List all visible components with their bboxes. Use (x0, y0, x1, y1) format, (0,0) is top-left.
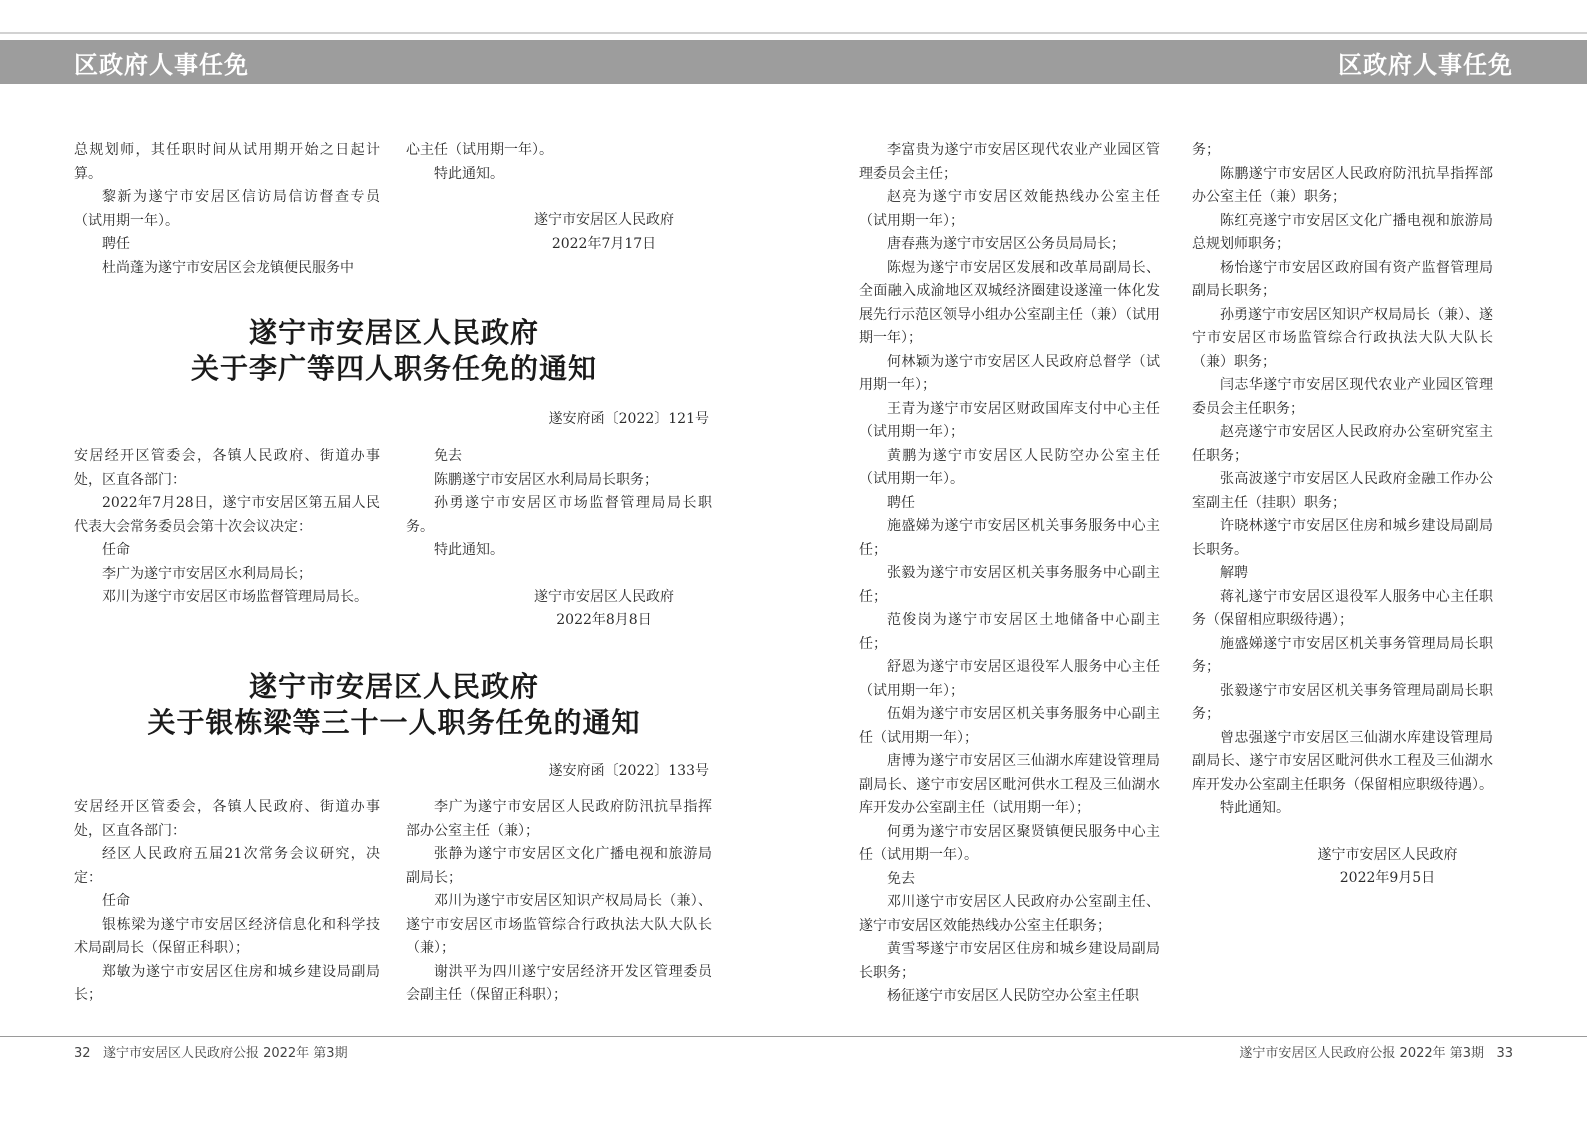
paragraph: 陈煜为遂宁市安居区发展和改革局副局长、全面融入成渝地区双城经济圈建设遂潼一体化发展先行示范区领导小组办公室副主任（兼）（试用期一年）； (859, 259, 1160, 346)
paragraph: 何勇为遂宁市安居区聚贤镇便民服务中心主任（试用期一年）。 (859, 823, 1160, 863)
notice2-col1 (74, 796, 380, 1008)
paragraph: 施盛娣为遂宁市安居区机关事务服务中心主任； (859, 518, 1160, 558)
paragraph: 邓川为遂宁市安居区市场监督管理局局长。 (102, 589, 368, 605)
paragraph: 黄雪琴遂宁市安居区住房和城乡建设局副局长职务； (859, 941, 1160, 981)
notice1-title-line1: 遂宁市安居区人民政府 (248, 316, 539, 349)
header-title-right: 区政府人事任免 (1338, 51, 1513, 79)
paragraph: 唐博为遂宁市安居区三仙湖水库建设管理局副局长、遂宁市安居区毗河供水工程及三仙湖水库开发办公室副主任（试用期一年）； (859, 753, 1160, 816)
paragraph: 施盛娣遂宁市安居区机关事务管理局局长职务； (1192, 635, 1493, 675)
paragraph: 黎新为遂宁市安居区信访局信访督查专员（试用期一年）。 (74, 189, 380, 229)
page-number-left: 32 (74, 1046, 91, 1061)
paragraph: 谢洪平为四川遂宁安居经济开发区管理委员会副主任（保留正科职）； (406, 963, 712, 1003)
paragraph: 李广为遂宁市安居区人民政府防汛抗旱指挥部办公室主任（兼）； (406, 799, 712, 839)
paragraph: 李富贵为遂宁市安居区现代农业产业园区管理委员会主任； (859, 142, 1160, 182)
paragraph: 郑敏为遂宁市安居区住房和城乡建设局副局长； (74, 963, 380, 1003)
paragraph: 杜尚蓬为遂宁市安居区会龙镇便民服务中 (102, 259, 354, 276)
paragraph: 邓川遂宁市安居区人民政府办公室副主任、遂宁市安居区效能热线办公室主任职务； (859, 894, 1160, 934)
paragraph: 心主任（试用期一年）。 (406, 142, 553, 158)
header-title-left: 区政府人事任免 (74, 51, 249, 79)
paragraph: 张高波遂宁市安居区人民政府金融工作办公室副主任（挂职）职务； (1192, 471, 1493, 511)
signature-date: 2022年7月17日 (551, 235, 657, 252)
notice2-title-line1: 遂宁市安居区人民政府 (248, 670, 539, 703)
paragraph: 经区人民政府五届21次常务会议研究，决定： (74, 846, 380, 886)
footer-left (74, 1042, 348, 1061)
signature-org: 遂宁市安居区人民政府 (534, 588, 674, 605)
page-number-right: 33 (1496, 1046, 1513, 1061)
publication-name-right: 遂宁市安居区人民政府公报 2022年 第3期 (1239, 1046, 1485, 1061)
notice2-col4 (1192, 139, 1493, 891)
notice2-title (74, 669, 714, 741)
signature-org: 遂宁市安居区人民政府 (534, 212, 674, 228)
signature-org: 遂宁市安居区人民政府 (1317, 846, 1458, 863)
notice2-doc-number: 遂安府函〔2022〕133号 (548, 763, 709, 779)
notice1-title (74, 315, 714, 387)
paragraph: 陈鹏遂宁市安居区人民政府防汛抗旱指挥部办公室主任（兼）职务； (1192, 165, 1493, 205)
paragraph: 任命 (102, 542, 130, 558)
paragraph: 张毅为遂宁市安居区机关事务服务中心副主任； (859, 565, 1160, 605)
paragraph: 何林颖为遂宁市安居区人民政府总督学（试用期一年）； (859, 353, 1160, 393)
col1-top (74, 139, 380, 280)
paragraph: 李广为遂宁市安居区水利局局长； (102, 565, 312, 582)
paragraph: 2022年7月28日，遂宁市安居区第五届人民代表大会常务委员会第十次会议决定： (74, 495, 380, 535)
notice2-col3 (859, 139, 1160, 1009)
footer-right (1239, 1042, 1513, 1061)
notice1-col1 (74, 445, 380, 610)
paragraph: 孙勇遂宁市安居区市场监督管理局局长职务。 (406, 495, 712, 535)
notice1-title-line2: 关于李广等四人职务任免的通知 (190, 352, 597, 385)
paragraph: 许晓林遂宁市安居区住房和城乡建设局副局长职务。 (1192, 518, 1493, 558)
paragraph: 舒恩为遂宁市安居区退役军人服务中心主任（试用期一年）； (859, 659, 1160, 699)
paragraph: 免去 (434, 448, 462, 464)
signature-date: 2022年9月5日 (1339, 870, 1436, 886)
paragraph: 特此通知。 (434, 542, 504, 558)
paragraph: 黄鹏为遂宁市安居区人民防空办公室主任（试用期一年）。 (859, 447, 1160, 487)
paragraph: 赵亮遂宁市安居区人民政府办公室研究室主任职务； (1192, 424, 1493, 464)
paragraph: 杨征遂宁市安居区人民防空办公室主任职 (887, 988, 1139, 1004)
paragraph: 邓川为遂宁市安居区知识产权局局长（兼）、遂宁市安居区市场监管综合行政执法大队大队长（兼）； (406, 893, 712, 956)
paragraph: 银栋梁为遂宁市安居区经济信息化和科学技术局副局长（保留正科职）； (74, 916, 380, 956)
paragraph: 特此通知。 (1220, 800, 1290, 816)
notice2-col2 (406, 796, 712, 1008)
paragraph: 免去 (887, 870, 915, 887)
paragraph: 特此通知。 (434, 165, 504, 182)
paragraph: 唐春燕为遂宁市安居区公务员局局长； (887, 236, 1125, 252)
paragraph: 聘任 (887, 494, 915, 511)
col2-top (406, 139, 712, 256)
footer-rule (0, 1036, 1587, 1037)
paragraph: 蒋礼遂宁市安居区退役军人服务中心主任职务（保留相应职级待遇）； (1192, 588, 1493, 628)
paragraph: 安居经开区管委会，各镇人民政府、街道办事处，区直各部门： (74, 448, 380, 488)
paragraph: 张毅遂宁市安居区机关事务管理局副局长职务； (1192, 682, 1493, 722)
notice1-col2 (406, 445, 712, 633)
paragraph: 伍娟为遂宁市安居区机关事务服务中心副主任（试用期一年）； (859, 706, 1160, 746)
paragraph: 杨怡遂宁市安居区政府国有资产监督管理局副局长职务； (1192, 259, 1493, 299)
paragraph: 孙勇遂宁市安居区知识产权局局长（兼）、遂宁市安居区市场监管综合行政执法大队大队长（兼）职务； (1192, 306, 1493, 370)
notice2-title-line2: 关于银栋梁等三十一人职务任免的通知 (147, 706, 641, 739)
paragraph: 曾忠强遂宁市安居区三仙湖水库建设管理局副局长、遂宁市安居区毗河供水工程及三仙湖水库开发办公室副主任职务（保留相应职级待遇）。 (1192, 729, 1493, 793)
publication-name-left: 遂宁市安居区人民政府公报 2022年 第3期 (102, 1046, 348, 1061)
paragraph: 任命 (102, 893, 130, 909)
top-rule (0, 32, 1587, 34)
paragraph: 聘任 (102, 236, 130, 252)
paragraph: 安居经开区管委会，各镇人民政府、街道办事处，区直各部门： (74, 799, 380, 839)
paragraph: 解聘 (1220, 565, 1248, 581)
paragraph: 闫志华遂宁市安居区现代农业产业园区管理委员会主任职务； (1192, 377, 1493, 417)
notice1-doc-number: 遂安府函〔2022〕121号 (548, 411, 709, 427)
signature-date: 2022年8月8日 (556, 612, 652, 628)
paragraph: 赵亮为遂宁市安居区效能热线办公室主任（试用期一年）； (859, 189, 1160, 229)
paragraph: 张静为遂宁市安居区文化广播电视和旅游局副局长； (406, 846, 712, 886)
paragraph: 范俊岗为遂宁市安居区土地储备中心副主任； (859, 612, 1160, 652)
paragraph: 王青为遂宁市安居区财政国库支付中心主任（试用期一年）； (859, 400, 1160, 440)
paragraph: 务； (1192, 142, 1220, 158)
paragraph: 总规划师，其任职时间从试用期开始之日起计算。 (74, 142, 380, 182)
paragraph: 陈鹏遂宁市安居区水利局局长职务； (434, 471, 658, 488)
paragraph: 陈红亮遂宁市安居区文化广播电视和旅游局总规划师职务； (1192, 212, 1493, 252)
